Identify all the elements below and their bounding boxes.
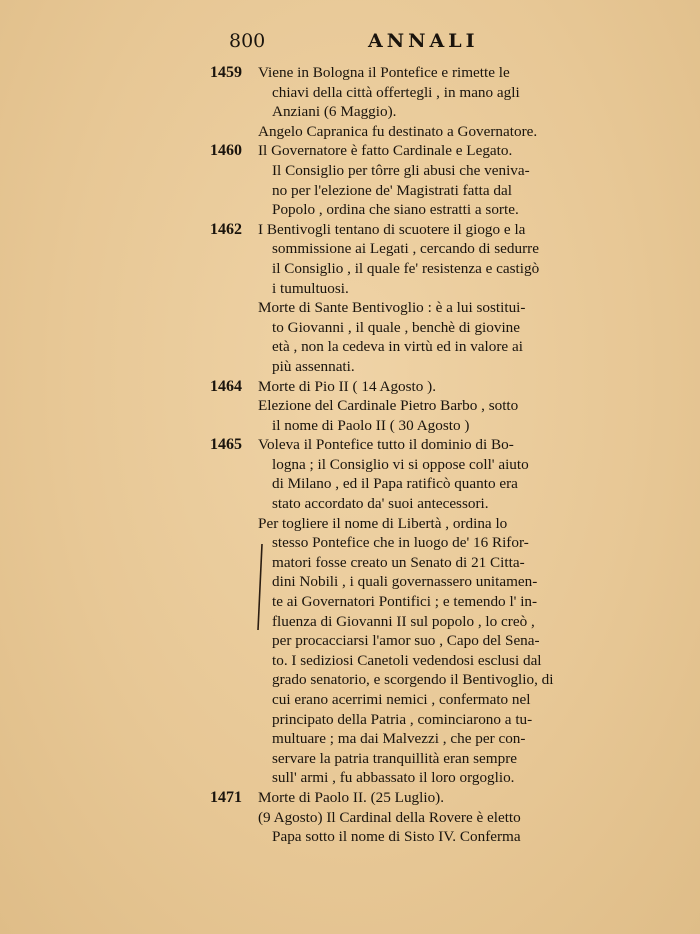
entry-line xyxy=(210,455,650,475)
entry-text: i tumultuosi. xyxy=(272,279,349,297)
entry-line xyxy=(210,768,650,788)
entry-line xyxy=(210,220,650,240)
entry-text: Viene in Bologna il Pontefice e rimette le xyxy=(258,64,510,81)
entry-line xyxy=(210,749,650,769)
entry-text: stato accordato da' suoi antecessori. xyxy=(272,495,489,513)
entry-line xyxy=(210,553,650,573)
entry-text: età , non la cedeva in virtù ed in valore ai xyxy=(272,338,523,356)
entry-text: stesso Pontefice che in luogo de' 16 Rifor- xyxy=(272,534,529,552)
entry-line xyxy=(210,670,650,690)
entry-text: più assennati. xyxy=(272,357,355,375)
entry-text: I Bentivogli tentano di scuotere il giogo e la xyxy=(258,220,526,238)
entry-text: (9 Agosto) Il Cardinal della Rovere è eletto xyxy=(258,808,521,826)
entry-text: chiavi della città offertegli , in mano agli xyxy=(272,83,520,101)
entry-line xyxy=(210,141,650,161)
entry-text: sull' armi , fu abbassato il loro orgoglio. xyxy=(272,769,515,787)
entry-line xyxy=(210,474,650,494)
entry-text: il nome di Paolo II ( 30 Agosto ) xyxy=(272,416,470,434)
entry-text: Angelo Capranica fu destinato a Governatore. xyxy=(258,122,538,140)
chronicle-entry-1462 xyxy=(210,220,650,377)
chronicle-entry-1460 xyxy=(210,141,650,219)
entry-text: logna ; il Consiglio vi si oppose coll' aiuto xyxy=(272,455,529,473)
entry-line xyxy=(210,377,650,397)
entry-text: Il Governatore è fatto Cardinale e Legato. xyxy=(258,142,513,160)
entry-line xyxy=(210,83,650,103)
running-title: ANNALI xyxy=(368,30,479,52)
entry-text: Morte di Pio II ( 14 Agosto ). xyxy=(258,377,437,395)
entry-line xyxy=(210,181,650,201)
entry-text: Morte di Paolo II. (25 Luglio). xyxy=(258,788,445,806)
entry-year: 1459 xyxy=(210,64,242,81)
entry-line xyxy=(210,533,650,553)
entry-line xyxy=(210,102,650,122)
entry-line xyxy=(210,161,650,181)
entry-text: grado senatorio, e scorgendo il Bentivoglio, di xyxy=(272,671,554,689)
entry-text: principato della Patria , cominciarono a tu- xyxy=(272,710,533,728)
page-number: 800 xyxy=(229,30,266,52)
entry-line xyxy=(210,808,650,828)
chronicle-entry-1459 xyxy=(210,63,650,141)
entry-line xyxy=(210,631,650,651)
entry-year: 1460 xyxy=(210,142,242,160)
entry-text: to Giovanni , il quale , benchè di giovine xyxy=(272,318,521,336)
entry-year: 1464 xyxy=(210,377,242,395)
entry-line xyxy=(210,710,650,730)
entry-line xyxy=(210,788,650,808)
entry-text: Il Consiglio per tôrre gli abusi che veniva- xyxy=(272,161,530,179)
entry-line xyxy=(210,416,650,436)
entry-text: fluenza di Giovanni II sul popolo , lo creò , xyxy=(272,612,535,630)
entry-text: no per l'elezione de' Magistrati fatta dal xyxy=(272,181,512,199)
entry-line xyxy=(210,200,650,220)
entry-line xyxy=(210,612,650,632)
entry-text: Papa sotto il nome di Sisto IV. Conferma xyxy=(272,828,521,846)
entry-text: sommissione ai Legati , cercando di sedurre xyxy=(272,240,539,258)
entry-line xyxy=(210,572,650,592)
entry-text: Voleva il Pontefice tutto il dominio di Bo- xyxy=(258,436,514,454)
entry-line xyxy=(210,435,650,455)
entry-text: il Consiglio , il quale fe' resistenza e castigò xyxy=(272,259,540,277)
entry-text: cui erano acerrimi nemici , confermato nel xyxy=(272,691,531,708)
chronicle-entry-1471 xyxy=(210,788,650,847)
entry-text: te ai Governatori Pontifici ; e temendo l' in- xyxy=(272,593,538,611)
entry-line xyxy=(210,318,650,338)
entry-text: Elezione del Cardinale Pietro Barbo , sotto xyxy=(258,397,519,415)
entry-line xyxy=(210,122,650,142)
entry-text: Per togliere il nome di Libertà , ordina lo xyxy=(258,514,508,532)
entry-text: Morte di Sante Bentivoglio : è a lui sostitui- xyxy=(258,299,526,317)
chronicle-body xyxy=(210,63,650,847)
entry-line xyxy=(210,357,650,377)
entry-line xyxy=(210,63,650,83)
entry-text: matori fosse creato un Senato di 21 Citta- xyxy=(272,553,525,571)
entry-text: per procacciarsi l'amor suo , Capo del Sena- xyxy=(272,632,540,650)
entry-line xyxy=(210,494,650,514)
entry-line xyxy=(210,827,650,847)
entry-year: 1471 xyxy=(210,788,242,806)
entry-text: servare la patria tranquillità eran sempre xyxy=(272,749,517,767)
entry-line xyxy=(210,514,650,534)
entry-text: to. I sediziosi Canetoli vedendosi esclusi dal xyxy=(272,651,542,669)
page-header xyxy=(0,28,700,58)
entry-line xyxy=(210,279,650,299)
chronicle-entry-1464 xyxy=(210,377,650,436)
entry-line xyxy=(210,298,650,318)
entry-text: Popolo , ordina che siano estratti a sorte. xyxy=(272,201,519,219)
entry-line xyxy=(210,396,650,416)
chronicle-entry-1465 xyxy=(210,435,650,788)
entry-line xyxy=(210,239,650,259)
entry-text: dini Nobili , i quali governassero unitamen- xyxy=(272,573,538,591)
entry-line xyxy=(210,592,650,612)
entry-text: di Milano , ed il Papa ratificò quanto era xyxy=(272,475,518,493)
entry-year: 1462 xyxy=(210,220,242,238)
entry-year: 1465 xyxy=(210,436,242,454)
entry-text: Anziani (6 Maggio). xyxy=(272,103,397,121)
entry-line xyxy=(210,651,650,671)
entry-line xyxy=(210,337,650,357)
entry-line xyxy=(210,259,650,279)
entry-line xyxy=(210,690,650,710)
entry-text: multuare ; ma dai Malvezzi , che per con- xyxy=(272,730,526,748)
entry-line xyxy=(210,729,650,749)
